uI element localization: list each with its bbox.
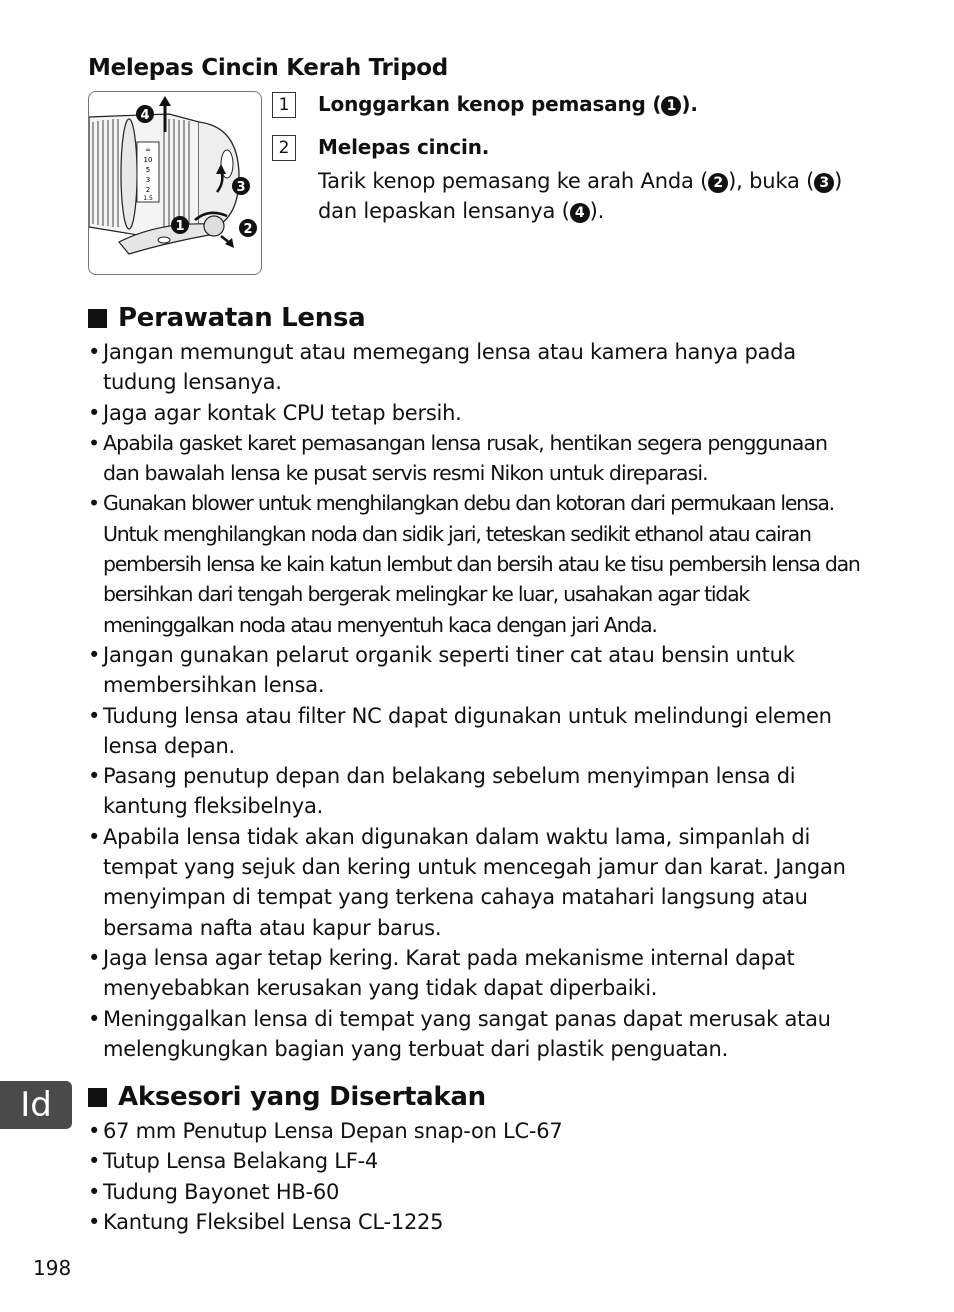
step-title: Melepas cincin.: [318, 135, 490, 159]
list-item: • Jangan memungut atau memegang lensa atau kamera hanya pada tudung lensanya.: [88, 337, 868, 398]
step-number: 2: [272, 135, 296, 161]
scale-mark: 1.5: [143, 195, 153, 202]
list-item: • Tudung Bayonet HB-60: [88, 1177, 868, 1207]
section-title: Perawatan Lensa: [118, 303, 366, 333]
section-heading-care: [88, 303, 365, 333]
list-item: • Tutup Lensa Belakang LF-4: [88, 1146, 868, 1176]
list-item: • Apabila gasket karet pemasangan lensa rusak, hentikan segera penggunaan dan bawalah lensa ke pusat servis resmi Nikon untuk direparasi.: [88, 428, 868, 489]
square-bullet-icon: [88, 1088, 107, 1107]
scale-mark: 5: [145, 166, 151, 174]
subsection-title: Melepas Cincin Kerah Tripod: [88, 55, 448, 81]
callout-number-icon: 3: [814, 173, 834, 193]
scale-mark: 3: [145, 176, 151, 184]
scale-mark: 10: [143, 156, 153, 164]
step-2-text-line: dan lepaskan lensanya ( 4 ).: [318, 199, 605, 223]
list-item: • Kantung Fleksibel Lensa CL-1225: [88, 1207, 868, 1237]
section-heading-accessories: [88, 1082, 486, 1112]
callout-number-icon: 2: [708, 173, 728, 193]
square-bullet-icon: [88, 309, 107, 328]
list-item: • Pasang penutup depan dan belakang sebelum menyimpan lensa di kantung fleksibelnya.: [88, 761, 868, 822]
language-tab: Id: [0, 1081, 72, 1129]
page-number: 198: [33, 1256, 72, 1280]
step-title: Longgarkan kenop pemasang ( 1 ).: [318, 92, 698, 116]
svg-text:4: 4: [140, 108, 150, 123]
callout-number-icon: 1: [661, 96, 681, 116]
list-item: • Tudung lensa atau filter NC dapat digunakan untuk melindungi elemen lensa depan.: [88, 701, 868, 762]
svg-text:1: 1: [175, 219, 185, 234]
list-item: • Gunakan blower untuk menghilangkan debu dan kotoran dari permukaan lensa. Untuk menghilangkan noda dan sidik jari, teteskan sedikit ethanol atau cairan pembersih lensa ke kain katun lembut dan bersih atau ke tisu pembersih lensa dan bersihkan dari tengah bergerak melingkar ke luar, usahakan agar tidak meninggalkan noda atau menyentuh kaca dengan jari Anda.: [88, 488, 868, 639]
list-item: • Apabila lensa tidak akan digunakan dalam waktu lama, simpanlah di tempat yang sejuk dan kering untuk mencegah jamur dan karat. Jangan menyimpan di tempat yang terkena cahaya matahari langsung atau bersama nafta atau kapur barus.: [88, 822, 868, 943]
section-title: Aksesori yang Disertakan: [118, 1082, 486, 1112]
svg-text:3: 3: [236, 180, 246, 195]
tripod-collar-illustration: [88, 91, 262, 275]
scale-mark: ∞: [145, 146, 151, 154]
list-item: • Jaga lensa agar tetap kering. Karat pada mekanisme internal dapat menyebabkan kerusakan yang tidak dapat diperbaiki.: [88, 943, 868, 1004]
callout-number-icon: 4: [570, 203, 590, 223]
step-number: 1: [272, 92, 296, 118]
list-item: • Meninggalkan lensa di tempat yang sangat panas dapat merusak atau melengkungkan bagian yang terbuat dari plastik penguatan.: [88, 1004, 868, 1065]
svg-text:2: 2: [243, 222, 253, 237]
lens-drawing: [89, 92, 262, 275]
list-item: • Jangan gunakan pelarut organik seperti tiner cat atau bensin untuk membersihkan lensa.: [88, 640, 868, 701]
scale-mark: 2: [145, 186, 151, 194]
list-item: • Jaga agar kontak CPU tetap bersih.: [88, 398, 868, 428]
care-list: [88, 337, 868, 1064]
step-2-text-line: Tarik kenop pemasang ke arah Anda ( 2 ), buka ( 3 ): [318, 169, 843, 193]
list-item: • 67 mm Penutup Lensa Depan snap-on LC-67: [88, 1116, 868, 1146]
accessories-list: [88, 1116, 868, 1237]
